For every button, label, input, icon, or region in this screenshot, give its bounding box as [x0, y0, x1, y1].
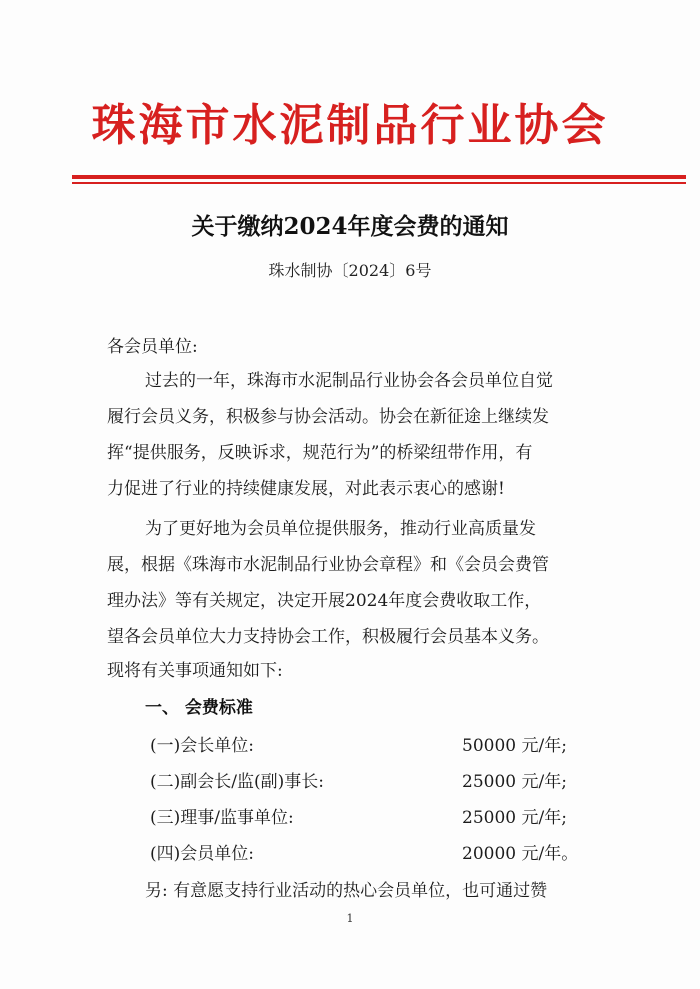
paragraph-line: 履行会员义务，积极参与协会活动。协会在新征途上继续发: [107, 407, 549, 427]
paragraph-line: 力促进了行业的持续健康发展，对此表示衷心的感谢!: [107, 479, 505, 499]
fee-row: [150, 836, 590, 872]
page-number: 1: [346, 912, 354, 925]
paragraph-line: 望各会员单位大力支持协会工作，积极履行会员基本义务。: [107, 627, 549, 647]
fee-amount: 20000 元/年。: [462, 844, 579, 864]
fee-row: [150, 764, 590, 800]
fee-row: [150, 800, 590, 836]
paragraph-line: 现将有关事项通知如下:: [107, 661, 283, 681]
letterhead-rule-thick: [72, 175, 686, 179]
fee-label: (二)副会长/监(副)事长:: [150, 772, 324, 792]
document-number: 珠水制协〔2024〕6号: [268, 261, 432, 280]
fee-label: (三)理事/监事单位:: [150, 808, 294, 828]
fee-label: (四)会员单位:: [150, 844, 254, 864]
paragraph-line: 展，根据《珠海市水泥制品行业协会章程》和《会员会费管: [107, 555, 549, 575]
letterhead-rule-thin: [72, 182, 686, 184]
paragraph-line: 为了更好地为会员单位提供服务，推动行业高质量发: [145, 519, 536, 539]
fee-amount: 50000 元/年;: [462, 736, 567, 756]
paragraph-line: 理办法》等有关规定，决定开展2024年度会费收取工作，: [107, 591, 542, 611]
fee-label: (一)会长单位:: [150, 736, 254, 756]
fee-amount: 25000 元/年;: [462, 772, 567, 792]
section-heading-fee-standard: 一、 会费标准: [145, 698, 253, 718]
document-title: 关于缴纳2024年度会费的通知: [191, 213, 509, 240]
supplementary-note: 另: 有意愿支持行业活动的热心会员单位，也可通过赞: [145, 881, 548, 901]
salutation: 各会员单位:: [107, 337, 198, 357]
fee-row: [150, 728, 590, 764]
fee-amount: 25000 元/年;: [462, 808, 567, 828]
organization-letterhead: 珠海市水泥制品行业协会: [91, 100, 609, 151]
paragraph-line: 过去的一年，珠海市水泥制品行业协会各会员单位自觉: [145, 371, 553, 391]
paragraph-line: 挥“提供服务，反映诉求，规范行为”的桥梁纽带作用，有: [107, 443, 533, 463]
